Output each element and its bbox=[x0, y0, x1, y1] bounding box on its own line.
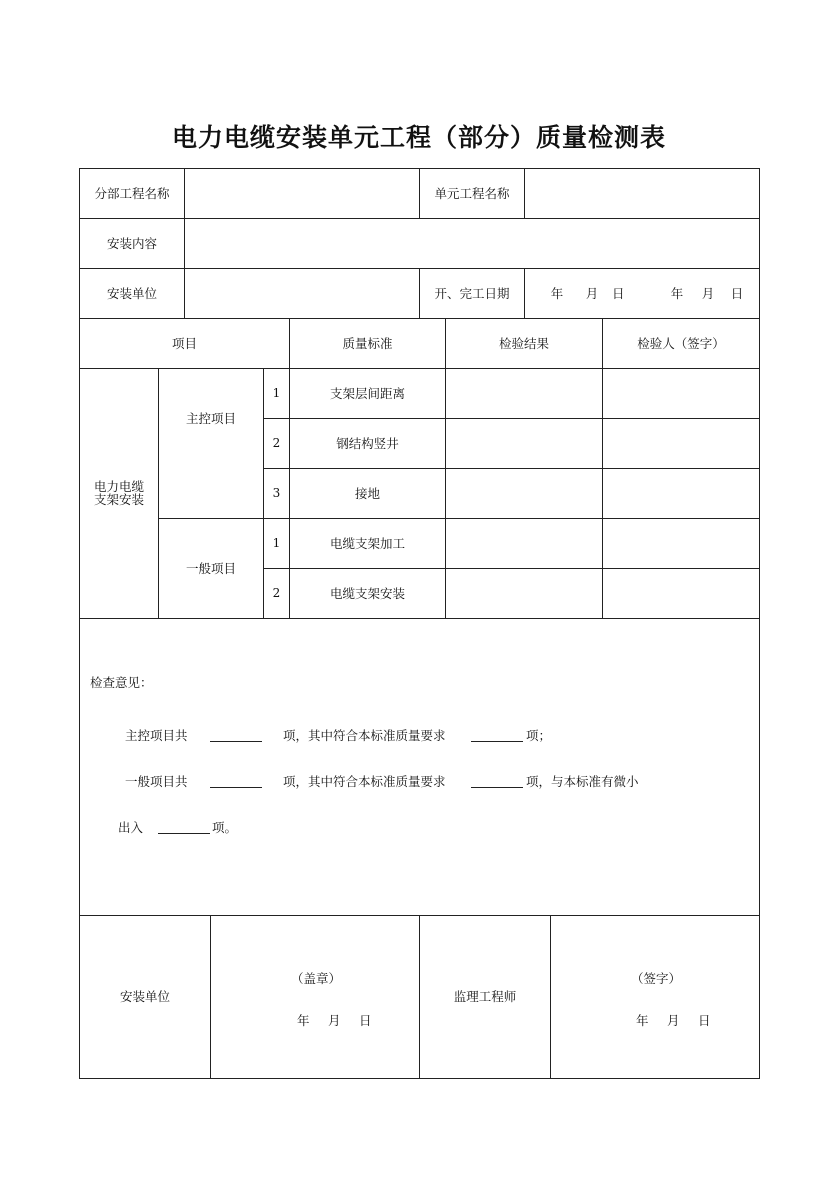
column-header-standard: 质量标准 bbox=[342, 335, 393, 351]
opinion-general-qualified-label: 项，其中符合本标准质量要求 bbox=[283, 774, 446, 789]
opinion-deviation-end: 项。 bbox=[212, 820, 238, 835]
row-standard: 电缆支架安装 bbox=[329, 585, 405, 601]
seal-day: 日 bbox=[358, 1013, 372, 1028]
row-number: 1 bbox=[272, 385, 281, 400]
end-month: 月 bbox=[701, 285, 715, 301]
row-result-field[interactable] bbox=[446, 569, 602, 618]
row-result-field[interactable] bbox=[446, 369, 602, 418]
column-header-inspector: 检验人（签字） bbox=[637, 335, 725, 351]
page-title: 电力电缆安装单元工程（部分）质量检测表 bbox=[171, 123, 666, 152]
unit-project-label: 单元工程名称 bbox=[434, 185, 510, 201]
row-standard: 钢结构竖井 bbox=[336, 435, 399, 451]
opinion-main-end: 项； bbox=[526, 728, 552, 743]
seal-year: 年 bbox=[297, 1013, 310, 1028]
col-divider bbox=[210, 915, 211, 1078]
sub-project-field[interactable] bbox=[185, 169, 419, 218]
row-number: 2 bbox=[272, 585, 281, 600]
row-standard: 接地 bbox=[354, 485, 380, 501]
row-inspector-field[interactable] bbox=[603, 419, 759, 468]
category-label bbox=[80, 369, 158, 618]
general-count-blank[interactable] bbox=[210, 787, 262, 788]
row-result-field[interactable] bbox=[446, 519, 602, 568]
table-border-right bbox=[759, 168, 760, 1079]
sub-project-label: 分部工程名称 bbox=[94, 185, 170, 201]
main-qualified-blank[interactable] bbox=[471, 741, 523, 742]
opinion-deviation-label: 出入 bbox=[118, 820, 144, 835]
sign-year: 年 bbox=[636, 1013, 649, 1028]
row-inspector-field[interactable] bbox=[603, 569, 759, 618]
sign-label: （签字） bbox=[631, 971, 682, 986]
install-unit-label: 安装单位 bbox=[106, 285, 157, 301]
seal-month: 月 bbox=[327, 1013, 341, 1028]
row-number: 1 bbox=[272, 535, 281, 550]
group-name: 一般项目 bbox=[185, 560, 236, 576]
opinion-main-qualified-label: 项，其中符合本标准质量要求 bbox=[283, 728, 446, 743]
dates-field[interactable] bbox=[525, 269, 759, 318]
row-number: 3 bbox=[272, 485, 281, 500]
deviation-count-blank[interactable] bbox=[158, 833, 210, 834]
opinion-general-count-label: 一般项目共 bbox=[125, 774, 188, 789]
column-header-result: 检验结果 bbox=[498, 335, 549, 351]
seal-label: （盖章） bbox=[291, 971, 342, 986]
content-label: 安装内容 bbox=[106, 235, 157, 251]
column-header-item: 项目 bbox=[171, 335, 197, 351]
seal-date[interactable] bbox=[297, 1011, 371, 1029]
supervisor-label: 监理工程师 bbox=[453, 989, 517, 1005]
row-inspector-field[interactable] bbox=[603, 369, 759, 418]
row-result-field[interactable] bbox=[446, 419, 602, 468]
row-standard: 电缆支架加工 bbox=[329, 535, 405, 551]
opinion-general-end: 项，与本标准有微小 bbox=[526, 774, 639, 789]
opinion-main-count-label: 主控项目共 bbox=[125, 728, 188, 743]
group-name: 主控项目 bbox=[185, 410, 236, 426]
end-year: 年 bbox=[670, 285, 684, 301]
footer-install-unit-label: 安装单位 bbox=[119, 989, 170, 1005]
group-main-control bbox=[159, 369, 263, 518]
dates-label: 开、完工日期 bbox=[434, 285, 510, 301]
sign-month: 月 bbox=[666, 1013, 680, 1028]
unit-project-field[interactable] bbox=[525, 169, 759, 218]
col-divider bbox=[550, 915, 551, 1078]
category-line: 电力电缆 bbox=[93, 479, 144, 494]
sign-date[interactable] bbox=[636, 1011, 710, 1029]
install-unit-field[interactable] bbox=[185, 269, 419, 318]
row-result-field[interactable] bbox=[446, 469, 602, 518]
sign-day: 日 bbox=[697, 1013, 711, 1028]
row-divider bbox=[79, 618, 760, 619]
row-standard: 支架层间距离 bbox=[329, 385, 405, 401]
table-border-bottom bbox=[79, 1078, 760, 1079]
row-inspector-field[interactable] bbox=[603, 519, 759, 568]
end-day: 日 bbox=[730, 285, 744, 301]
category-line: 支架安装 bbox=[93, 491, 144, 507]
content-field[interactable] bbox=[185, 219, 759, 268]
start-month: 月 bbox=[585, 285, 599, 301]
general-qualified-blank[interactable] bbox=[471, 787, 523, 788]
group-general bbox=[159, 519, 263, 618]
opinion-label: 检查意见： bbox=[90, 675, 153, 690]
start-day: 日 bbox=[612, 285, 625, 301]
main-count-blank[interactable] bbox=[210, 741, 262, 742]
start-year: 年 bbox=[550, 285, 564, 301]
row-number: 2 bbox=[272, 435, 281, 450]
row-inspector-field[interactable] bbox=[603, 469, 759, 518]
